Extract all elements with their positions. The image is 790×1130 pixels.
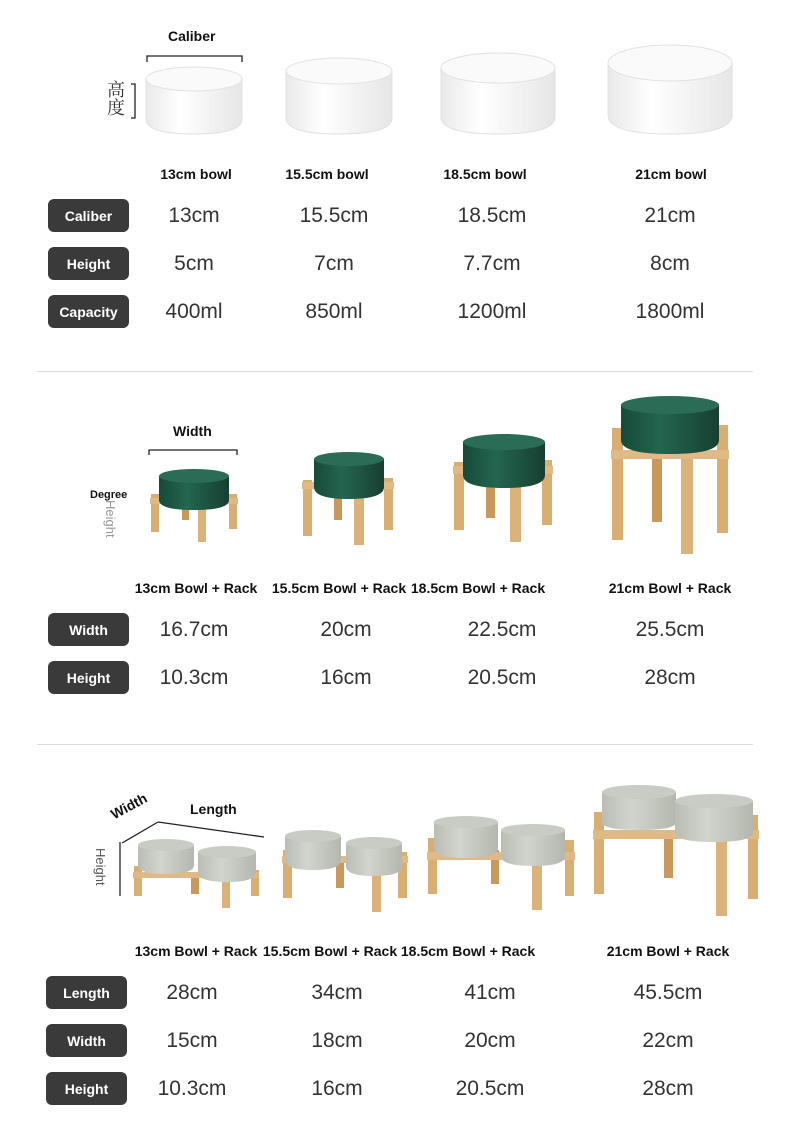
degree-dimension-label: Degree — [90, 489, 128, 501]
grey-double-rack-13 — [133, 839, 259, 908]
capacity-value-18-5: 1200ml — [457, 300, 527, 323]
section-divider-2 — [37, 744, 753, 745]
caption-bowl-21: 21cm bowl — [635, 166, 707, 182]
rack-width-value-15-5: 20cm — [320, 618, 372, 641]
green-bowl-rack-13 — [150, 469, 238, 542]
rack-height-value-21: 28cm — [644, 666, 696, 689]
caption-bowl-15-5: 15.5cm bowl — [285, 166, 369, 182]
double-height-value-15-5: 16cm — [311, 1077, 363, 1100]
green-bowl-rack-18-5 — [453, 434, 553, 542]
height-dimension-label-3: Height — [93, 848, 108, 886]
caption-bowl-13: 13cm bowl — [160, 166, 232, 182]
caliber-value-18-5: 18.5cm — [457, 204, 527, 227]
white-bowl-13 — [146, 67, 242, 134]
height-value-21: 8cm — [650, 252, 690, 275]
rack-width-value-18-5: 22.5cm — [467, 618, 537, 641]
white-bowl-15-5 — [286, 58, 392, 134]
caption-rack-15-5: 15.5cm Bowl + Rack — [271, 580, 407, 596]
double-height-value-18-5: 20.5cm — [455, 1077, 525, 1100]
double-width-value-21: 22cm — [642, 1029, 694, 1052]
capacity-value-21: 1800ml — [635, 300, 705, 323]
length-dimension-label: Length — [190, 801, 237, 817]
caption-bowl-18-5: 18.5cm bowl — [443, 166, 527, 182]
double-width-value-13: 15cm — [166, 1029, 218, 1052]
double-width-value-15-5: 18cm — [311, 1029, 363, 1052]
double-height-value-13: 10.3cm — [157, 1077, 227, 1100]
length-value-18-5: 41cm — [464, 981, 516, 1004]
height-bracket — [131, 84, 135, 118]
height-value-18-5: 7.7cm — [463, 252, 521, 275]
caliber-dimension-label: Caliber — [168, 28, 216, 44]
height-value-13: 5cm — [174, 252, 214, 275]
capacity-value-15-5: 850ml — [305, 300, 363, 323]
caliber-value-21: 21cm — [644, 204, 696, 227]
grey-double-rack-15-5 — [282, 830, 408, 912]
capacity-value-13: 400ml — [165, 300, 223, 323]
double-height-value-21: 28cm — [642, 1077, 694, 1100]
white-bowl-18-5 — [441, 53, 555, 134]
caption-double-13: 13cm Bowl + Rack — [134, 943, 258, 959]
length-value-15-5: 34cm — [311, 981, 363, 1004]
green-bowl-rack-21 — [611, 396, 729, 554]
rack-height-value-13: 10.3cm — [159, 666, 229, 689]
rack-width-value-13: 16.7cm — [159, 618, 229, 641]
rack-height-value-15-5: 16cm — [320, 666, 372, 689]
width-dimension-label-3: Width — [108, 789, 150, 823]
height-dimension-label: Height — [103, 500, 118, 538]
length-bracket — [158, 822, 264, 837]
height-dimension-label-cn: 高度 — [105, 80, 125, 116]
section-divider-1 — [37, 371, 753, 372]
green-bowl-rack-15-5 — [302, 452, 394, 545]
width-dimension-label: Width — [173, 423, 212, 439]
rack-width-value-21: 25.5cm — [635, 618, 705, 641]
row-label-capacity: Capacity — [48, 295, 129, 328]
row-label-length: Length — [46, 976, 127, 1009]
caliber-value-15-5: 15.5cm — [299, 204, 369, 227]
row-label-width: Width — [48, 613, 129, 646]
caption-double-18-5: 18.5cm Bowl + Rack — [400, 943, 536, 959]
row-label-double-width: Width — [46, 1024, 127, 1057]
row-label-rack-height: Height — [48, 661, 129, 694]
grey-double-rack-21 — [593, 785, 759, 916]
length-value-13: 28cm — [166, 981, 218, 1004]
caption-double-15-5: 15.5cm Bowl + Rack — [262, 943, 398, 959]
grey-double-rack-18-5 — [427, 816, 575, 910]
double-width-value-18-5: 20cm — [464, 1029, 516, 1052]
caption-double-21: 21cm Bowl + Rack — [606, 943, 730, 959]
height-value-15-5: 7cm — [314, 252, 354, 275]
caption-rack-21: 21cm Bowl + Rack — [608, 580, 732, 596]
row-label-caliber: Caliber — [48, 199, 129, 232]
row-label-double-height: Height — [46, 1072, 127, 1105]
length-value-21: 45.5cm — [633, 981, 703, 1004]
white-bowl-21 — [608, 45, 732, 134]
rack-height-value-18-5: 20.5cm — [467, 666, 537, 689]
caption-rack-13: 13cm Bowl + Rack — [134, 580, 258, 596]
caliber-bracket — [147, 56, 242, 62]
row-label-height: Height — [48, 247, 129, 280]
caption-rack-18-5: 18.5cm Bowl + Rack — [410, 580, 546, 596]
caliber-value-13: 13cm — [168, 204, 220, 227]
width-bracket — [149, 450, 237, 455]
